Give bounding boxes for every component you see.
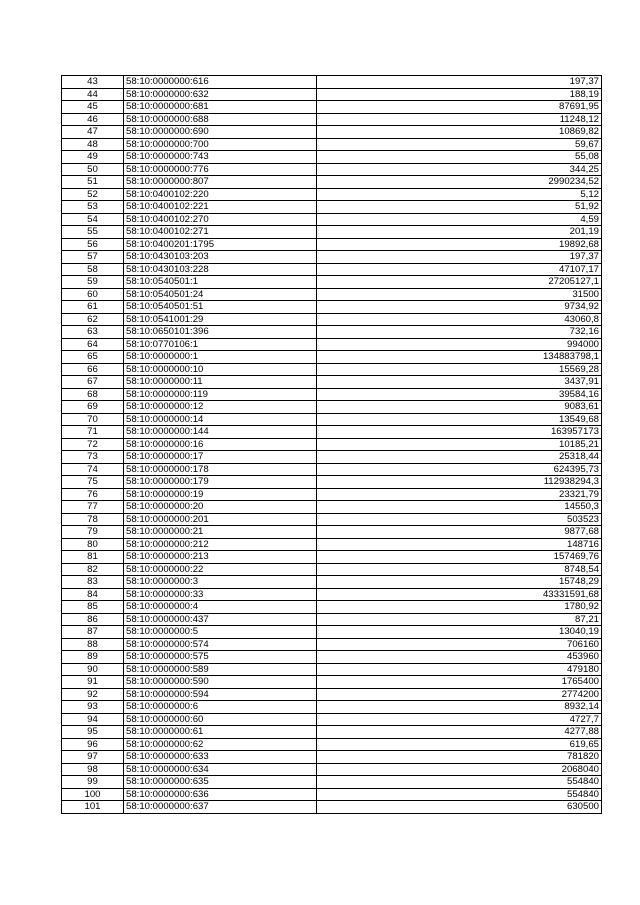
cadastral-number: 58:10:0540501:51	[124, 301, 317, 314]
table-row	[62, 713, 602, 726]
cadastral-number: 58:10:0000000:634	[124, 763, 317, 776]
row-value: 732,16	[317, 326, 602, 339]
cadastral-number: 58:10:0430103:228	[124, 263, 317, 276]
row-number: 80	[62, 538, 124, 551]
cadastral-number: 58:10:0650101:396	[124, 326, 317, 339]
row-value: 2990234,52	[317, 176, 602, 189]
row-value: 15748,29	[317, 576, 602, 589]
row-number: 96	[62, 738, 124, 751]
cadastral-number: 58:10:0000000:10	[124, 363, 317, 376]
row-value: 10869,82	[317, 126, 602, 139]
row-number: 91	[62, 676, 124, 689]
table-row	[62, 276, 602, 289]
row-number: 54	[62, 213, 124, 226]
row-number: 53	[62, 201, 124, 214]
row-value: 43331591,68	[317, 588, 602, 601]
table-row	[62, 676, 602, 689]
row-number: 100	[62, 788, 124, 801]
row-number: 99	[62, 776, 124, 789]
table-row	[62, 251, 602, 264]
table-row	[62, 788, 602, 801]
cadastral-number: 58:10:0000000:5	[124, 626, 317, 639]
cadastral-number: 58:10:0000000:20	[124, 501, 317, 514]
cadastral-number: 58:10:0000000:119	[124, 388, 317, 401]
table-row	[62, 263, 602, 276]
cadastral-number: 58:10:0400102:270	[124, 213, 317, 226]
row-number: 94	[62, 713, 124, 726]
table-row	[62, 513, 602, 526]
row-value: 27205127,1	[317, 276, 602, 289]
cadastral-number: 58:10:0000000:1	[124, 351, 317, 364]
row-value: 188,19	[317, 88, 602, 101]
row-number: 52	[62, 188, 124, 201]
row-value: 9877,68	[317, 526, 602, 539]
table-row	[62, 601, 602, 614]
table-row	[62, 588, 602, 601]
cadastral-number: 58:10:0000000:681	[124, 101, 317, 114]
table-row	[62, 551, 602, 564]
cadastral-number: 58:10:0000000:212	[124, 538, 317, 551]
row-value: 624395,73	[317, 463, 602, 476]
cadastral-number: 58:10:0400102:271	[124, 226, 317, 239]
cadastral-number: 58:10:0540501:1	[124, 276, 317, 289]
cadastral-number: 58:10:0540501:24	[124, 288, 317, 301]
row-value: 619,65	[317, 738, 602, 751]
row-number: 83	[62, 576, 124, 589]
row-number: 82	[62, 563, 124, 576]
row-number: 69	[62, 401, 124, 414]
cadastral-number: 58:10:0000000:33	[124, 588, 317, 601]
cadastral-number: 58:10:0000000:14	[124, 413, 317, 426]
cadastral-number: 58:10:0400201:1795	[124, 238, 317, 251]
table-row	[62, 313, 602, 326]
row-number: 84	[62, 588, 124, 601]
row-number: 44	[62, 88, 124, 101]
row-number: 48	[62, 138, 124, 151]
table-row	[62, 376, 602, 389]
cadastral-number: 58:10:0000000:637	[124, 801, 317, 814]
row-value: 781820	[317, 751, 602, 764]
table-row	[62, 351, 602, 364]
row-value: 4277,88	[317, 726, 602, 739]
table-row	[62, 388, 602, 401]
row-number: 72	[62, 438, 124, 451]
cadastral-number: 58:10:0000000:17	[124, 451, 317, 464]
row-value: 59,67	[317, 138, 602, 151]
table-row	[62, 238, 602, 251]
row-value: 39584,16	[317, 388, 602, 401]
cadastral-number: 58:10:0000000:178	[124, 463, 317, 476]
table-row	[62, 776, 602, 789]
row-number: 50	[62, 163, 124, 176]
cadastral-number: 58:10:0000000:807	[124, 176, 317, 189]
row-value: 13040,19	[317, 626, 602, 639]
cadastral-number: 58:10:0000000:743	[124, 151, 317, 164]
row-value: 503523	[317, 513, 602, 526]
cadastral-number: 58:10:0000000:633	[124, 751, 317, 764]
row-number: 73	[62, 451, 124, 464]
cadastral-number: 58:10:0000000:688	[124, 113, 317, 126]
cadastral-number: 58:10:0000000:179	[124, 476, 317, 489]
row-value: 43060,8	[317, 313, 602, 326]
row-value: 87691,95	[317, 101, 602, 114]
row-value: 9734,92	[317, 301, 602, 314]
row-number: 93	[62, 701, 124, 714]
table-row	[62, 363, 602, 376]
table-row	[62, 288, 602, 301]
row-value: 4727,7	[317, 713, 602, 726]
cadastral-number: 58:10:0000000:61	[124, 726, 317, 739]
cadastral-number: 58:10:0000000:6	[124, 701, 317, 714]
row-number: 64	[62, 338, 124, 351]
table-row	[62, 176, 602, 189]
cadastral-number: 58:10:0000000:21	[124, 526, 317, 539]
row-value: 31500	[317, 288, 602, 301]
cadastral-number: 58:10:0541001:29	[124, 313, 317, 326]
table-row	[62, 138, 602, 151]
cadastral-number: 58:10:0000000:11	[124, 376, 317, 389]
row-value: 554840	[317, 788, 602, 801]
table-row	[62, 538, 602, 551]
row-number: 68	[62, 388, 124, 401]
table-row	[62, 338, 602, 351]
table-row	[62, 501, 602, 514]
table-row	[62, 201, 602, 214]
cadastral-number: 58:10:0000000:62	[124, 738, 317, 751]
table-row	[62, 413, 602, 426]
row-number: 62	[62, 313, 124, 326]
cadastral-number: 58:10:0000000:22	[124, 563, 317, 576]
row-number: 86	[62, 613, 124, 626]
table-row	[62, 301, 602, 314]
row-number: 66	[62, 363, 124, 376]
table-row	[62, 651, 602, 664]
table-row	[62, 463, 602, 476]
row-number: 92	[62, 688, 124, 701]
row-value: 8932,14	[317, 701, 602, 714]
cadastral-number: 58:10:0000000:635	[124, 776, 317, 789]
row-number: 59	[62, 276, 124, 289]
row-value: 19892,68	[317, 238, 602, 251]
row-value: 55,08	[317, 151, 602, 164]
cadastral-number: 58:10:0430103:203	[124, 251, 317, 264]
cadastral-number: 58:10:0000000:60	[124, 713, 317, 726]
row-value: 201,19	[317, 226, 602, 239]
table-row	[62, 626, 602, 639]
table-row	[62, 738, 602, 751]
table-row	[62, 751, 602, 764]
cadastral-number: 58:10:0000000:16	[124, 438, 317, 451]
row-number: 49	[62, 151, 124, 164]
table-row	[62, 526, 602, 539]
row-number: 88	[62, 638, 124, 651]
row-number: 98	[62, 763, 124, 776]
row-number: 47	[62, 126, 124, 139]
row-value: 13549,68	[317, 413, 602, 426]
table-row	[62, 638, 602, 651]
row-value: 5,12	[317, 188, 602, 201]
row-number: 78	[62, 513, 124, 526]
table-row	[62, 438, 602, 451]
row-number: 61	[62, 301, 124, 314]
row-value: 157469,76	[317, 551, 602, 564]
table-row	[62, 226, 602, 239]
row-number: 70	[62, 413, 124, 426]
row-number: 81	[62, 551, 124, 564]
row-number: 58	[62, 263, 124, 276]
row-value: 10185,21	[317, 438, 602, 451]
row-value: 87,21	[317, 613, 602, 626]
row-value: 4,59	[317, 213, 602, 226]
row-value: 14550,3	[317, 501, 602, 514]
table-row	[62, 426, 602, 439]
row-number: 71	[62, 426, 124, 439]
table-row	[62, 188, 602, 201]
row-value: 148716	[317, 538, 602, 551]
table-row	[62, 763, 602, 776]
row-value: 15569,28	[317, 363, 602, 376]
table-row	[62, 401, 602, 414]
row-number: 74	[62, 463, 124, 476]
cadastral-number: 58:10:0000000:590	[124, 676, 317, 689]
table-row	[62, 688, 602, 701]
row-number: 97	[62, 751, 124, 764]
row-number: 51	[62, 176, 124, 189]
row-value: 994000	[317, 338, 602, 351]
row-value: 23321,79	[317, 488, 602, 501]
cadastral-number: 58:10:0000000:636	[124, 788, 317, 801]
row-value: 8748,54	[317, 563, 602, 576]
row-value: 25318,44	[317, 451, 602, 464]
cadastral-number: 58:10:0000000:690	[124, 126, 317, 139]
table-row	[62, 163, 602, 176]
table-row	[62, 663, 602, 676]
table-row	[62, 563, 602, 576]
table-row	[62, 726, 602, 739]
row-number: 60	[62, 288, 124, 301]
row-value: 197,37	[317, 251, 602, 264]
cadastral-number: 58:10:0000000:575	[124, 651, 317, 664]
row-number: 57	[62, 251, 124, 264]
table-row	[62, 113, 602, 126]
row-number: 43	[62, 76, 124, 89]
cadastral-number: 58:10:0000000:201	[124, 513, 317, 526]
row-value: 47107,17	[317, 263, 602, 276]
row-value: 134883798,1	[317, 351, 602, 364]
table-body	[62, 76, 602, 814]
row-number: 89	[62, 651, 124, 664]
cadastral-table	[61, 75, 602, 814]
row-value: 479180	[317, 663, 602, 676]
cadastral-number: 58:10:0000000:19	[124, 488, 317, 501]
row-number: 75	[62, 476, 124, 489]
table-row	[62, 451, 602, 464]
row-number: 65	[62, 351, 124, 364]
row-number: 87	[62, 626, 124, 639]
row-value: 706160	[317, 638, 602, 651]
cadastral-number: 58:10:0000000:144	[124, 426, 317, 439]
row-number: 67	[62, 376, 124, 389]
row-number: 77	[62, 501, 124, 514]
row-value: 2068040	[317, 763, 602, 776]
table-row	[62, 576, 602, 589]
table-row	[62, 801, 602, 814]
row-value: 163957173	[317, 426, 602, 439]
cadastral-number: 58:10:0000000:4	[124, 601, 317, 614]
row-value: 630500	[317, 801, 602, 814]
table-row	[62, 213, 602, 226]
cadastral-number: 58:10:0000000:589	[124, 663, 317, 676]
table-row	[62, 101, 602, 114]
row-number: 95	[62, 726, 124, 739]
row-value: 9083,61	[317, 401, 602, 414]
cadastral-number: 58:10:0400102:221	[124, 201, 317, 214]
row-value: 51,92	[317, 201, 602, 214]
row-number: 46	[62, 113, 124, 126]
table-row	[62, 126, 602, 139]
table-row	[62, 701, 602, 714]
table-row	[62, 476, 602, 489]
row-value: 1780,92	[317, 601, 602, 614]
cadastral-number: 58:10:0000000:700	[124, 138, 317, 151]
row-number: 45	[62, 101, 124, 114]
row-number: 63	[62, 326, 124, 339]
table-row	[62, 151, 602, 164]
table-row	[62, 488, 602, 501]
cadastral-number: 58:10:0000000:594	[124, 688, 317, 701]
table-row	[62, 613, 602, 626]
row-number: 56	[62, 238, 124, 251]
row-number: 79	[62, 526, 124, 539]
cadastral-number: 58:10:0000000:12	[124, 401, 317, 414]
row-number: 85	[62, 601, 124, 614]
row-value: 3437,91	[317, 376, 602, 389]
row-value: 11248,12	[317, 113, 602, 126]
row-number: 90	[62, 663, 124, 676]
cadastral-number: 58:10:0400102:220	[124, 188, 317, 201]
row-value: 112938294,3	[317, 476, 602, 489]
row-value: 1765400	[317, 676, 602, 689]
row-value: 453960	[317, 651, 602, 664]
cadastral-number: 58:10:0000000:3	[124, 576, 317, 589]
cadastral-number: 58:10:0000000:213	[124, 551, 317, 564]
row-number: 101	[62, 801, 124, 814]
row-value: 344,25	[317, 163, 602, 176]
cadastral-number: 58:10:0770106:1	[124, 338, 317, 351]
table-row	[62, 326, 602, 339]
row-value: 2774200	[317, 688, 602, 701]
cadastral-number: 58:10:0000000:616	[124, 76, 317, 89]
cadastral-number: 58:10:0000000:574	[124, 638, 317, 651]
cadastral-number: 58:10:0000000:437	[124, 613, 317, 626]
row-value: 554840	[317, 776, 602, 789]
row-value: 197,37	[317, 76, 602, 89]
cadastral-number: 58:10:0000000:632	[124, 88, 317, 101]
table-row	[62, 76, 602, 89]
row-number: 76	[62, 488, 124, 501]
table-row	[62, 88, 602, 101]
row-number: 55	[62, 226, 124, 239]
cadastral-number: 58:10:0000000:776	[124, 163, 317, 176]
